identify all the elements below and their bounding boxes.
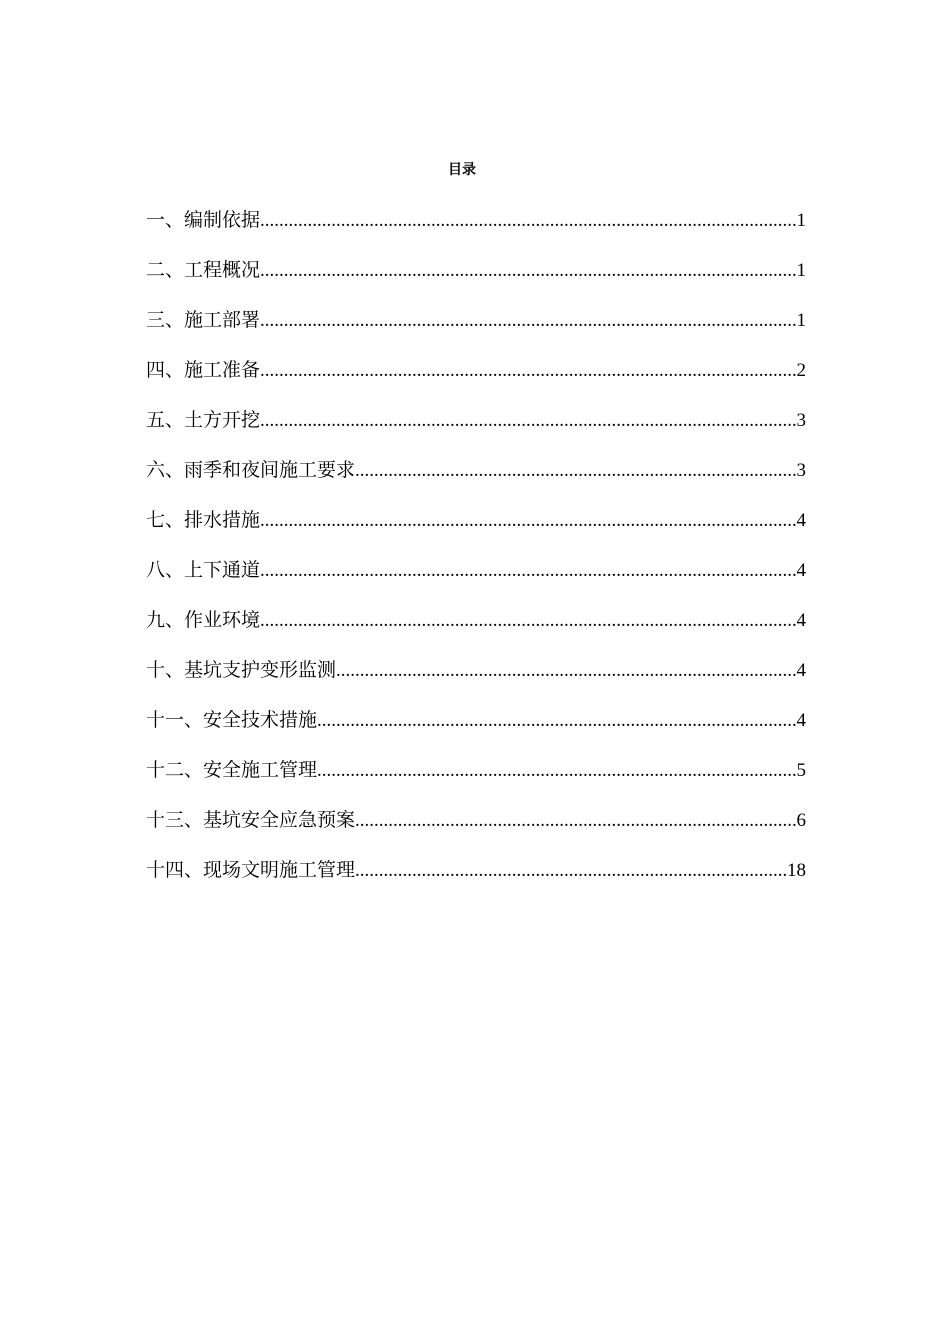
toc-entry-label: 十二、安全施工管理 bbox=[146, 759, 318, 781]
toc-dot-leader bbox=[260, 505, 796, 536]
toc-entry-page: 4 bbox=[796, 660, 806, 681]
toc-entry[interactable] bbox=[146, 455, 806, 505]
toc-entry-page: 3 bbox=[796, 460, 806, 481]
toc-entry-label: 九、作业环境 bbox=[146, 609, 261, 631]
toc-dot-leader bbox=[355, 455, 796, 486]
toc-list bbox=[146, 205, 806, 905]
toc-entry[interactable] bbox=[146, 805, 806, 855]
toc-entry[interactable] bbox=[146, 605, 806, 655]
toc-entry-label: 五、土方开挖 bbox=[146, 409, 261, 431]
toc-entry[interactable] bbox=[146, 755, 806, 805]
toc-entry-page: 4 bbox=[796, 510, 806, 531]
toc-entry[interactable] bbox=[146, 255, 806, 305]
toc-entry[interactable] bbox=[146, 205, 806, 255]
toc-entry-page: 2 bbox=[796, 360, 806, 381]
toc-dot-leader bbox=[260, 205, 796, 236]
toc-dot-leader bbox=[260, 255, 796, 286]
toc-entry-page: 1 bbox=[796, 260, 806, 281]
toc-title: 目录 bbox=[448, 162, 476, 178]
toc-entry[interactable] bbox=[146, 705, 806, 755]
toc-entry-label: 八、上下通道 bbox=[146, 559, 261, 581]
toc-entry[interactable] bbox=[146, 555, 806, 605]
toc-entry[interactable] bbox=[146, 855, 806, 905]
toc-dot-leader bbox=[355, 855, 787, 886]
toc-dot-leader bbox=[260, 305, 796, 336]
toc-dot-leader bbox=[355, 805, 796, 836]
toc-dot-leader bbox=[317, 755, 796, 786]
toc-entry-label: 三、施工部署 bbox=[146, 309, 261, 331]
toc-entry-label: 十四、现场文明施工管理 bbox=[146, 859, 356, 881]
toc-entry-page: 5 bbox=[796, 760, 806, 781]
toc-entry-page: 4 bbox=[796, 610, 806, 631]
toc-entry-page: 4 bbox=[796, 710, 806, 731]
toc-dot-leader bbox=[260, 355, 796, 386]
toc-dot-leader bbox=[336, 655, 796, 686]
toc-entry-page: 1 bbox=[796, 210, 806, 231]
toc-entry-page: 6 bbox=[796, 810, 806, 831]
toc-dot-leader bbox=[260, 405, 796, 436]
toc-entry-label: 十三、基坑安全应急预案 bbox=[146, 809, 356, 831]
toc-entry[interactable] bbox=[146, 355, 806, 405]
toc-entry[interactable] bbox=[146, 405, 806, 455]
toc-entry-label: 一、编制依据 bbox=[146, 209, 261, 231]
toc-entry-page: 1 bbox=[796, 310, 806, 331]
toc-entry-label: 四、施工准备 bbox=[146, 359, 261, 381]
toc-entry-label: 二、工程概况 bbox=[146, 259, 261, 281]
toc-entry-page: 4 bbox=[796, 560, 806, 581]
toc-entry-page: 18 bbox=[787, 860, 806, 881]
toc-entry-page: 3 bbox=[796, 410, 806, 431]
toc-entry-label: 六、雨季和夜间施工要求 bbox=[146, 459, 356, 481]
toc-entry[interactable] bbox=[146, 655, 806, 705]
toc-entry-label: 十一、安全技术措施 bbox=[146, 709, 318, 731]
toc-entry-label: 七、排水措施 bbox=[146, 509, 261, 531]
toc-entry[interactable] bbox=[146, 505, 806, 555]
toc-dot-leader bbox=[260, 555, 796, 586]
toc-entry-label: 十、基坑支护变形监测 bbox=[146, 659, 337, 681]
toc-dot-leader bbox=[317, 705, 796, 736]
toc-entry[interactable] bbox=[146, 305, 806, 355]
toc-dot-leader bbox=[260, 605, 796, 636]
